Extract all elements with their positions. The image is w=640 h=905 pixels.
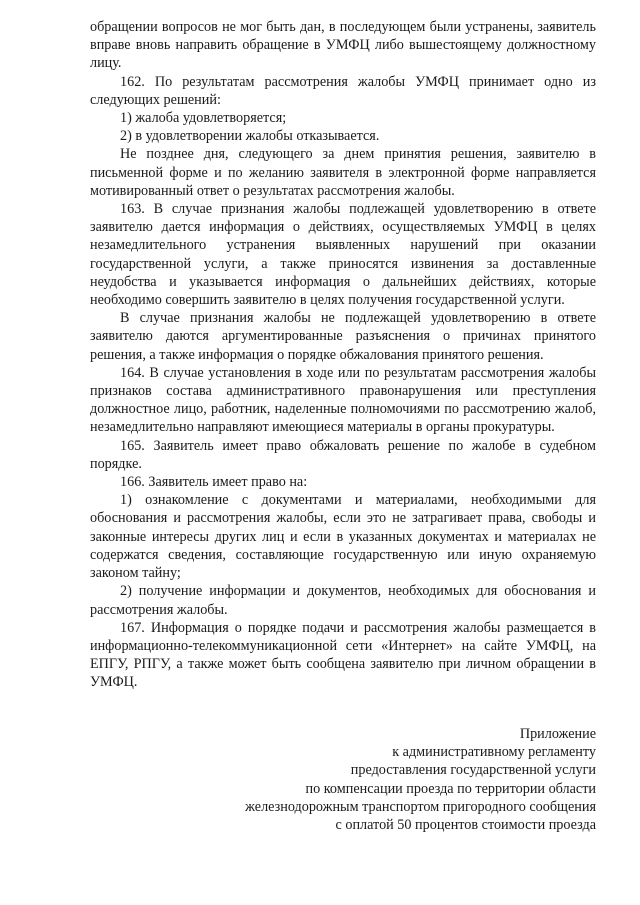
paragraph-response-deadline: Не позднее дня, следующего за днем принятия решения, заявителю в письменной форме и по желанию заявителя в электронной форме направляется мотивированный ответ о результатах рассмотрения жалобы. xyxy=(90,146,596,199)
appendix-line: к административному регламенту xyxy=(392,744,596,761)
appendix-header xyxy=(156,725,596,834)
paragraph-165: 165. Заявитель имеет право обжаловать решение по жалобе в судебном порядке. xyxy=(90,437,596,472)
list-item-2: 2) в удовлетворении жалобы отказывается. xyxy=(120,128,380,145)
paragraph-166: 166. Заявитель имеет право на: xyxy=(120,474,308,491)
document-body xyxy=(90,18,596,692)
paragraph-167: 167. Информация о порядке подачи и рассмотрения жалобы размещается в информационно-телекоммуникационной сети «Интернет» на сайте УМФЦ, на ЕПГУ, РПГУ, а также может быть сообщена заявителю при личном обращении в УМФЦ. xyxy=(90,619,596,691)
list-item-166-2: 2) получение информации и документов, необходимых для обоснования и рассмотрения жалобы. xyxy=(90,583,596,618)
appendix-line: железнодорожным транспортом пригородного сообщения xyxy=(245,798,596,815)
list-item-1: 1) жалоба удовлетворяется; xyxy=(120,110,287,127)
appendix-title: Приложение xyxy=(519,726,596,742)
appendix-line: предоставления государственной услуги xyxy=(350,762,596,779)
paragraph-163: 163. В случае признания жалобы подлежащей удовлетворению в ответе заявителю дается информация о действиях, осуществляемых УМФЦ в целях незамедлительного устранения выявленных нарушений при оказании государственной услуги, а также приносятся извинения за доставленные неудобства и указывается информация о дальнейших действиях, которые необходимо совершить заявителю в целях получения государственной услуги. xyxy=(90,201,596,309)
paragraph-continuation: обращении вопросов не мог быть дан, в последующем были устранены, заявитель вправе вновь направить обращение в УМФЦ либо вышестоящему должностному лицу. xyxy=(90,19,596,72)
paragraph-164: 164. В случае установления в ходе или по результатам рассмотрения жалобы признаков состава административного правонарушения или преступления должностное лицо, работник, наделенные полномочиями по рассмотрению жалоб, незамедлительно направляют имеющиеся материалы в органы прокуратуры. xyxy=(90,364,596,436)
appendix-line: с оплатой 50 процентов стоимости проезда xyxy=(335,817,596,834)
paragraph-163-refusal: В случае признания жалобы не подлежащей удовлетворению в ответе заявителю даются аргументированные разъяснения о причинах принятого решения, а также информация о порядке обжалования принятого решения. xyxy=(90,310,596,363)
appendix-line: по компенсации проезда по территории области xyxy=(305,780,596,797)
list-item-166-1: 1) ознакомление с документами и материалами, необходимыми для обоснования и рассмотрения жалобы, если это не затрагивает права, свободы и законные интересы других лиц и если в указанных документах и материалах не содержатся сведения, составляющие государственную или иную охраняемую законом тайну; xyxy=(90,492,596,582)
paragraph-162: 162. По результатам рассмотрения жалобы УМФЦ принимает одно из следующих решений: xyxy=(90,73,596,108)
